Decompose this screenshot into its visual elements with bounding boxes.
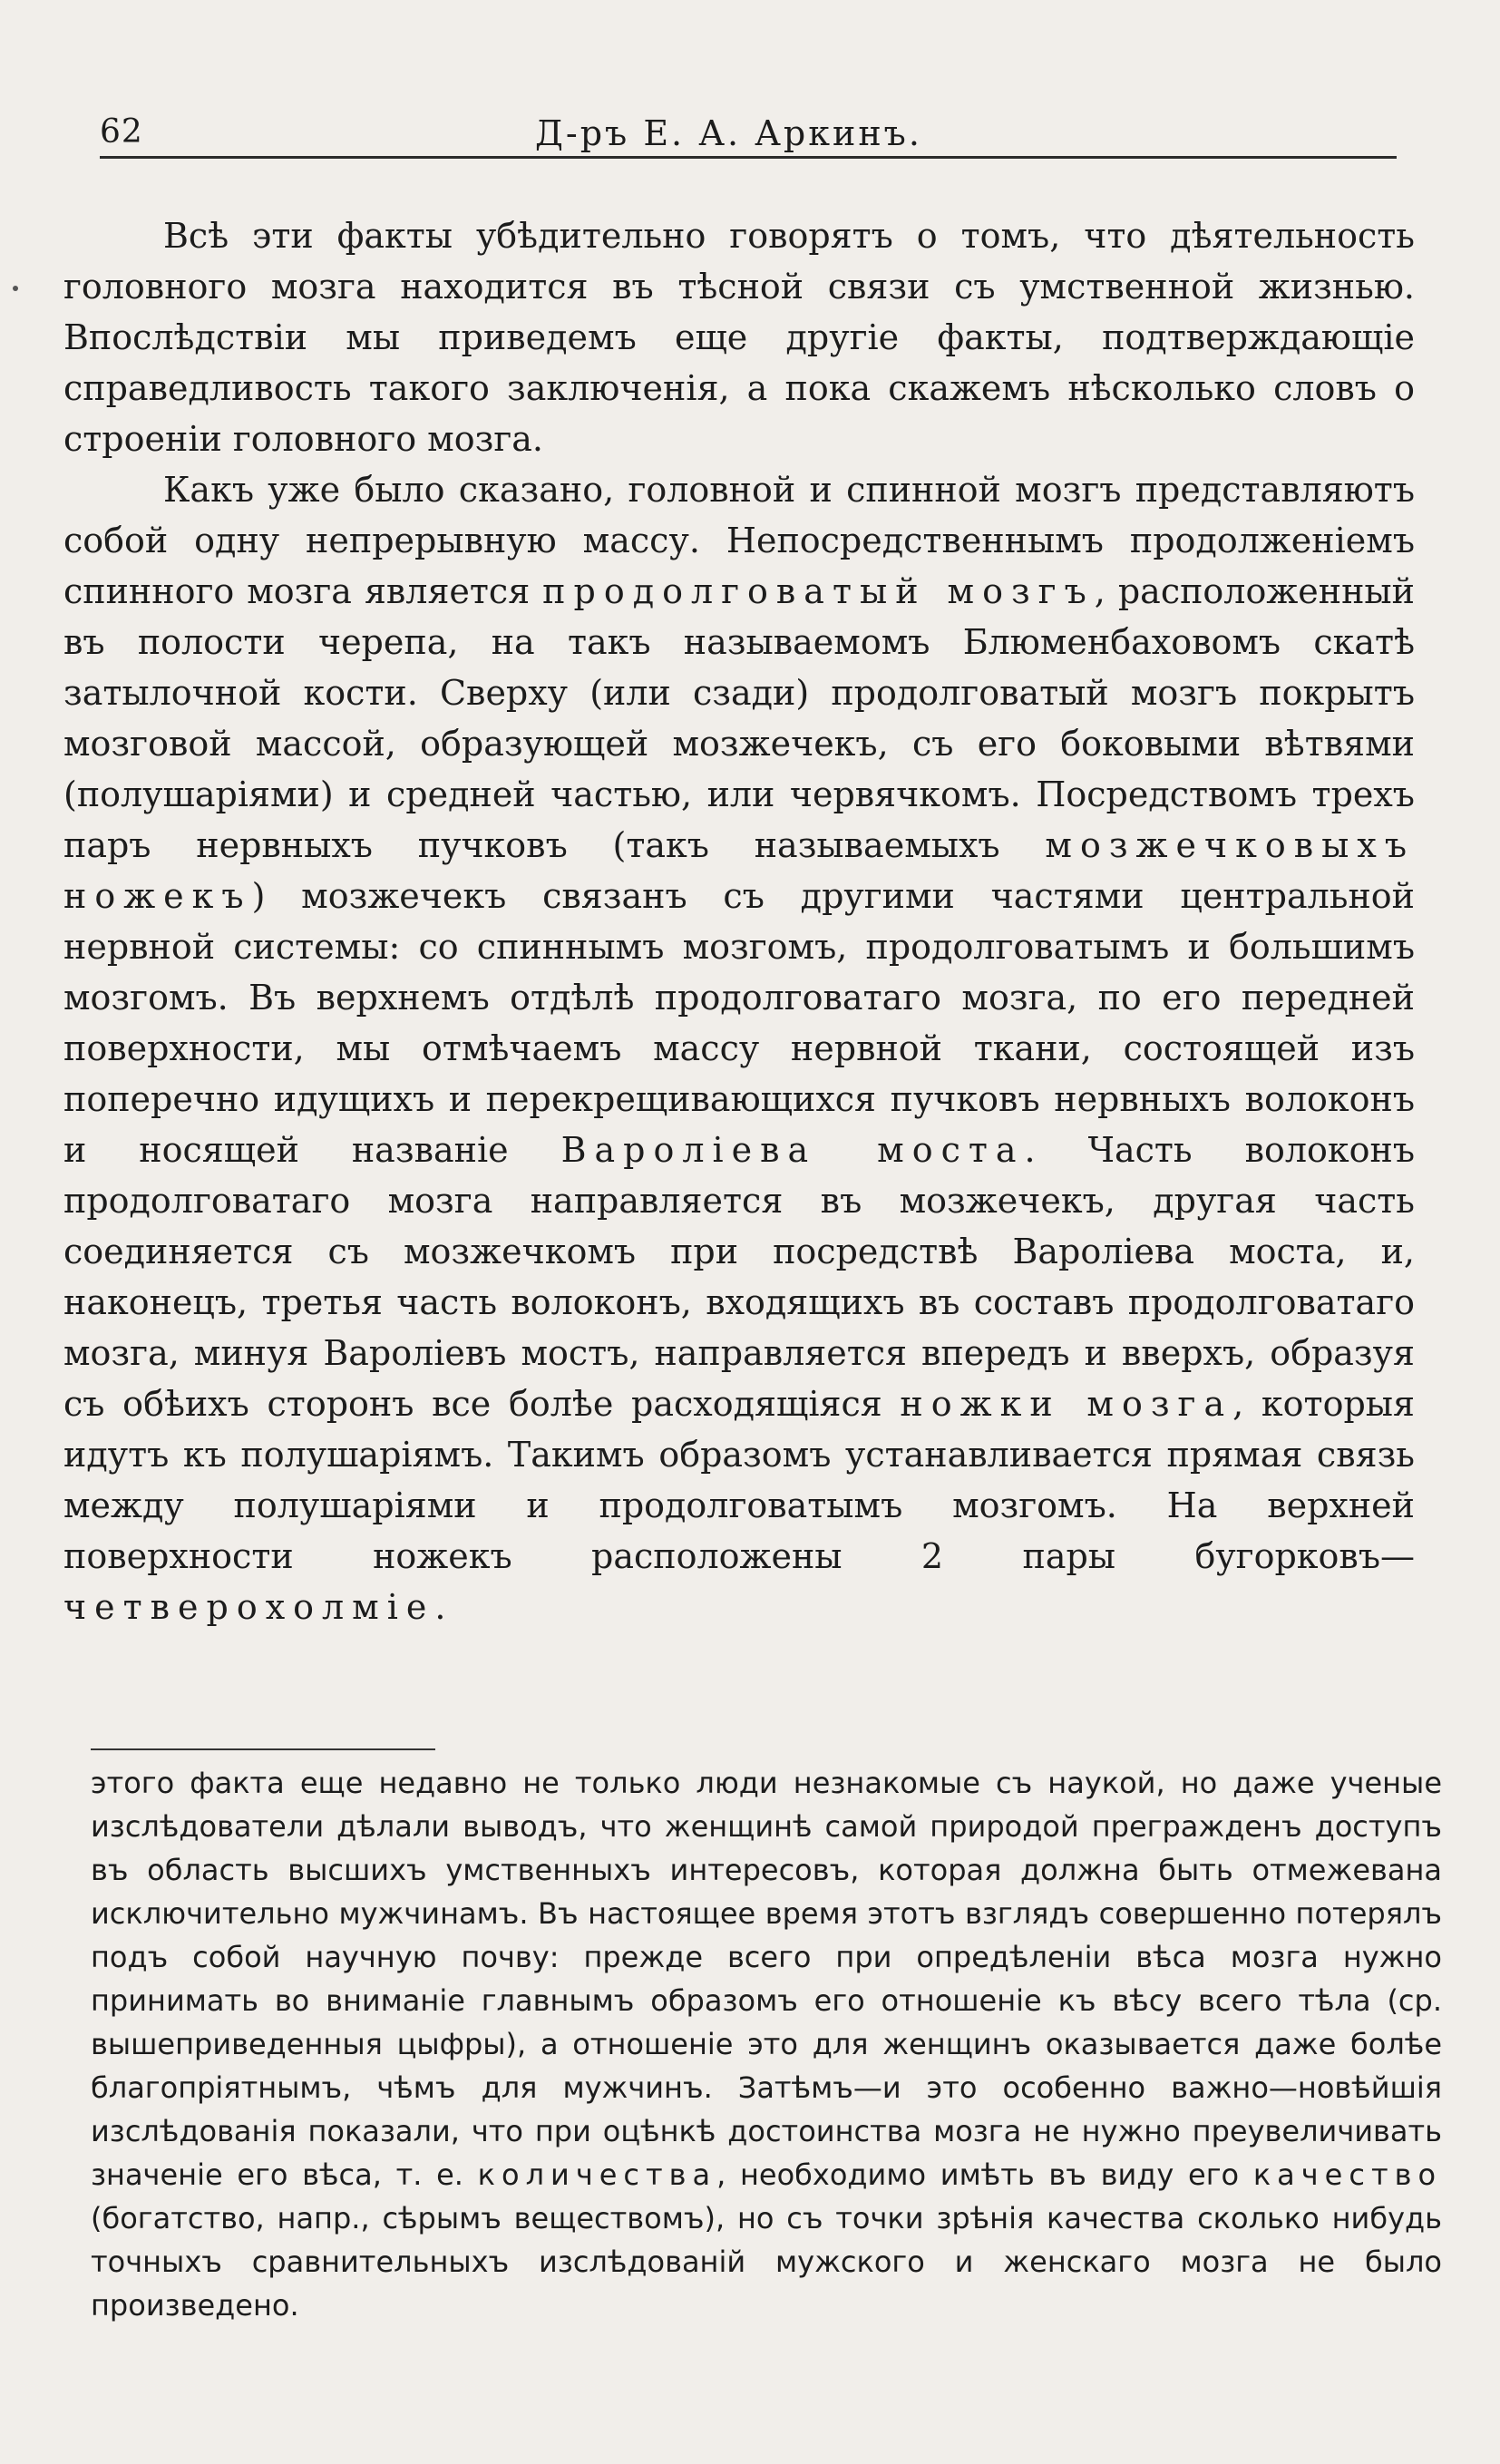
term-quality: качество — [1252, 2157, 1443, 2192]
term-pons: Вароліева моста — [560, 1130, 1025, 1170]
text-run: ) мозжечекъ связанъ съ другими частями центральной нервной системы: со спиннымъ мозгомъ, продолговатымъ и большимъ мозгомъ. Въ верхнемъ отдѣлѣ продолговатаго мозга, по его передней поверхности, мы отмѣчаемъ массу нервной ткани, состоящей изъ поперечно идущихъ и перекрещивающихся пучковъ нервныхъ волоконъ и носящей названіе — [63, 876, 1415, 1170]
footnote — [91, 1761, 1442, 2327]
term-cerebral-peduncles: ножки мозга — [900, 1384, 1233, 1424]
text-run: . — [434, 1587, 446, 1627]
running-head — [100, 113, 1397, 161]
main-text — [63, 210, 1415, 1632]
text-run: , необходимо имѣть въ виду его — [716, 2157, 1253, 2192]
paragraph-1: Всѣ эти факты убѣдительно говорятъ о томъ, что дѣятельность головного мозга находится въ тѣсной связи съ умственной жизнью. Впослѣдствіи мы приведемъ еще другіе факты, подтверждающіе справедливость такого заключенія, а пока скажемъ нѣсколько словъ о строеніи головного мозга. — [63, 216, 1415, 459]
text-run: (богатство, напр., сѣрымъ веществомъ), но съ точки зрѣнія качества сколько нибудь точныхъ сравнительныхъ изслѣдованій мужского и женскаго мозга не было произведено. — [91, 2201, 1442, 2323]
text-run: , расположенный въ полости черепа, на такъ называемомъ Блюменбаховомъ скатѣ затылочной кости. Сверху (или сзади) продолговатый мозгъ покрытъ мозговой массой, образующей мозжечекъ, съ его боковыми вѣтвями (полушаріями) и средней частью, или червячкомъ. Посредствомъ трехъ паръ нервныхъ пучковъ (такъ называемыхъ — [63, 571, 1415, 865]
margin-dot — [13, 286, 18, 291]
term-cerebellar-peduncles: мозжечковыхъ ножекъ — [63, 825, 1415, 916]
text-run: , которыя идутъ къ полушаріямъ. Такимъ образомъ устанавливается прямая связь между полушаріями и продолговатымъ мозгомъ. На верхней поверхности ножекъ расположены 2 пары бугорковъ— — [63, 1384, 1415, 1576]
text-run: Какъ уже было сказано, головной и спинной мозгъ представляютъ собой одну непрерывную массу. Непосредственнымъ продолженіемъ спинного мозга является — [63, 470, 1415, 611]
footnote-rule — [91, 1748, 435, 1750]
text-run: этого факта еще недавно не только люди незнакомые съ наукой, но даже ученые изслѣдователи дѣлали выводъ, что женщинѣ самой природой прегражденъ доступъ въ область высшихъ умственныхъ интересовъ, которая должна быть отмежевана исключительно мужчинамъ. Въ настоящее время этотъ взглядъ совершенно потерялъ подъ собой научную почву: прежде всего при опредѣленіи вѣса мозга нужно принимать во вниманіе главнымъ образомъ его отношеніе къ вѣсу всего тѣла (ср. вышеприведенныя цыфры), а отношеніе это для женщинъ оказывается даже болѣе благопріятнымъ, чѣмъ для мужчинъ. Затѣмъ—и это особенно важно—новѣйшія изслѣдованія показали, что при оцѣнкѣ достоинства мозга не нужно преувеличивать значеніе его вѣса, т. е. — [91, 1766, 1442, 2192]
header-rule — [100, 156, 1397, 159]
running-title: Д-ръ Е. А. Аркинъ. — [535, 113, 922, 153]
footnote-text — [91, 1761, 1442, 2327]
term-quantity: количества — [477, 2157, 717, 2192]
paragraph-2 — [63, 464, 1415, 1632]
term-quadrigemina: четверохолміе — [63, 1587, 435, 1627]
term-medulla: продолговатый мозгъ — [542, 571, 1095, 611]
page-number: 62 — [100, 113, 143, 151]
text-run: . Часть волоконъ продолговатаго мозга направляется въ мозжечекъ, другая часть соединяется съ мозжечкомъ при посредствѣ Вароліева моста, и, наконецъ, третья часть волоконъ, входящихъ въ составъ продолговатаго мозга, минуя Вароліевъ мостъ, направляется впередъ и вверхъ, образуя съ обѣихъ сторонъ все болѣе расходящіяся — [63, 1130, 1415, 1424]
